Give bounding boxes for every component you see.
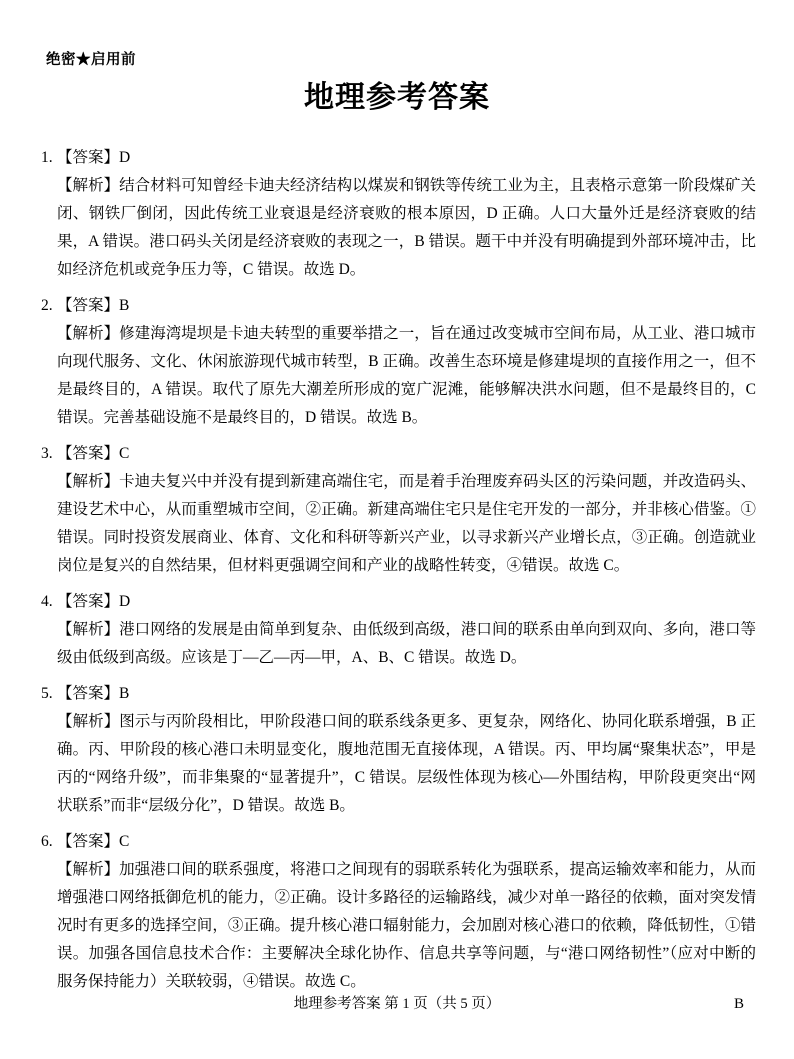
answer-item-3: [41, 440, 756, 580]
answer-letter: D: [119, 593, 131, 610]
analysis-text: 图示与丙阶段相比，甲阶段港口间的联系线条更多、更复杂，网络化、协同化联系增强，B 正确。丙、甲阶段的核心港口未明显变化，腹地范围无直接体现，A 错误。丙、甲均属“聚集状态”，甲是丙的“网络升级”，而非集聚的“显著提升”，C 错误。层级性体现为核心—外围结构，甲阶段更突出“网状联系”而非“层级分化”，D 错误。故选 B。: [57, 713, 756, 814]
analysis-label: 【解析】: [57, 325, 120, 342]
answer-label: 【答案】: [57, 445, 120, 462]
analysis-label: 【解析】: [57, 621, 120, 638]
footer-page-marker: B: [733, 996, 744, 1012]
analysis-text: 港口网络的发展是由简单到复杂、由低级到高级，港口间的联系由单向到双向、多向，港口等级由低级到高级。应该是丁—乙—丙—甲，A、B、C 错误。故选 D。: [57, 621, 756, 666]
question-number: 3.: [41, 445, 53, 462]
answer-line: [41, 292, 756, 320]
analysis-paragraph: [41, 708, 756, 820]
answer-line: [41, 828, 756, 856]
question-number: 4.: [41, 593, 53, 610]
answer-item-5: [41, 680, 756, 820]
answer-letter: C: [119, 445, 130, 462]
answer-letter: C: [119, 833, 130, 850]
footer-page-info: 地理参考答案 第 1 页（共 5 页）: [293, 996, 501, 1012]
answer-item-2: [41, 292, 756, 432]
analysis-text: 结合材料可知曾经卡迪夫经济结构以煤炭和钢铁等传统工业为主，且表格示意第一阶段煤矿关闭、钢铁厂倒闭，因此传统工业衰退是经济衰败的根本原因，D 正确。人口大量外迁是经济衰败的结果，A 错误。港口码头关闭是经济衰败的表现之一，B 错误。题干中并没有明确提到外部环境冲击，比如经济危机或竞争压力等，C 错误。故选 D。: [57, 177, 756, 278]
answer-line: [41, 440, 756, 468]
analysis-paragraph: [41, 856, 756, 996]
answer-label: 【答案】: [57, 685, 120, 702]
answer-letter: B: [119, 685, 130, 702]
answers-list: [41, 144, 756, 1004]
analysis-label: 【解析】: [57, 177, 120, 194]
question-number: 1.: [41, 149, 53, 166]
answer-item-1: [41, 144, 756, 284]
analysis-label: 【解析】: [57, 861, 120, 878]
answer-label: 【答案】: [57, 833, 120, 850]
analysis-paragraph: [41, 468, 756, 580]
page-footer: [0, 993, 794, 1015]
analysis-label: 【解析】: [57, 473, 120, 490]
answer-item-4: [41, 588, 756, 672]
answer-line: [41, 588, 756, 616]
answer-line: [41, 144, 756, 172]
question-number: 5.: [41, 685, 53, 702]
question-number: 6.: [41, 833, 53, 850]
answer-item-6: [41, 828, 756, 996]
analysis-label: 【解析】: [57, 713, 120, 730]
page-title: 地理参考答案: [304, 81, 490, 114]
answer-letter: B: [119, 297, 130, 314]
answer-line: [41, 680, 756, 708]
analysis-paragraph: [41, 320, 756, 432]
answer-label: 【答案】: [57, 593, 120, 610]
answer-label: 【答案】: [57, 149, 120, 166]
answer-label: 【答案】: [57, 297, 120, 314]
analysis-text: 卡迪夫复兴中并没有提到新建高端住宅，而是着手治理废弃码头区的污染问题，并改造码头、建设艺术中心，从而重塑城市空间，②正确。新建高端住宅只是住宅开发的一部分，并非核心借鉴。①错误。同时投资发展商业、体育、文化和科研等新兴产业，以寻求新兴产业增长点，③正确。创造就业岗位是复兴的自然结果，但材料更强调空间和产业的战略性转变，④错误。故选 C。: [57, 473, 756, 574]
answer-letter: D: [119, 149, 131, 166]
analysis-paragraph: [41, 616, 756, 672]
analysis-text: 加强港口间的联系强度，将港口之间现有的弱联系转化为强联系，提高运输效率和能力，从而增强港口网络抵御危机的能力，②正确。设计多路径的运输路线，减少对单一路径的依赖，面对突发情况时有更多的选择空间，③正确。提升核心港口辐射能力，会加剧对核心港口的依赖，降低韧性，①错误。加强各国信息技术合作：主要解决全球化协作、信息共享等问题，与“港口网络韧性”（应对中断的服务保持能力）关联较弱，④错误。故选 C。: [57, 861, 756, 990]
question-number: 2.: [41, 297, 53, 314]
analysis-text: 修建海湾堤坝是卡迪夫转型的重要举措之一，旨在通过改变城市空间布局，从工业、港口城市向现代服务、文化、休闲旅游现代城市转型，B 正确。改善生态环境是修建堤坝的直接作用之一，但不是最终目的，A 错误。取代了原先大潮差所形成的宽广泥滩，能够解决洪水问题，但不是最终目的，C 错误。完善基础设施不是最终目的，D 错误。故选 B。: [57, 325, 756, 426]
analysis-paragraph: [41, 172, 756, 284]
classified-notice: 绝密★启用前: [46, 52, 136, 68]
